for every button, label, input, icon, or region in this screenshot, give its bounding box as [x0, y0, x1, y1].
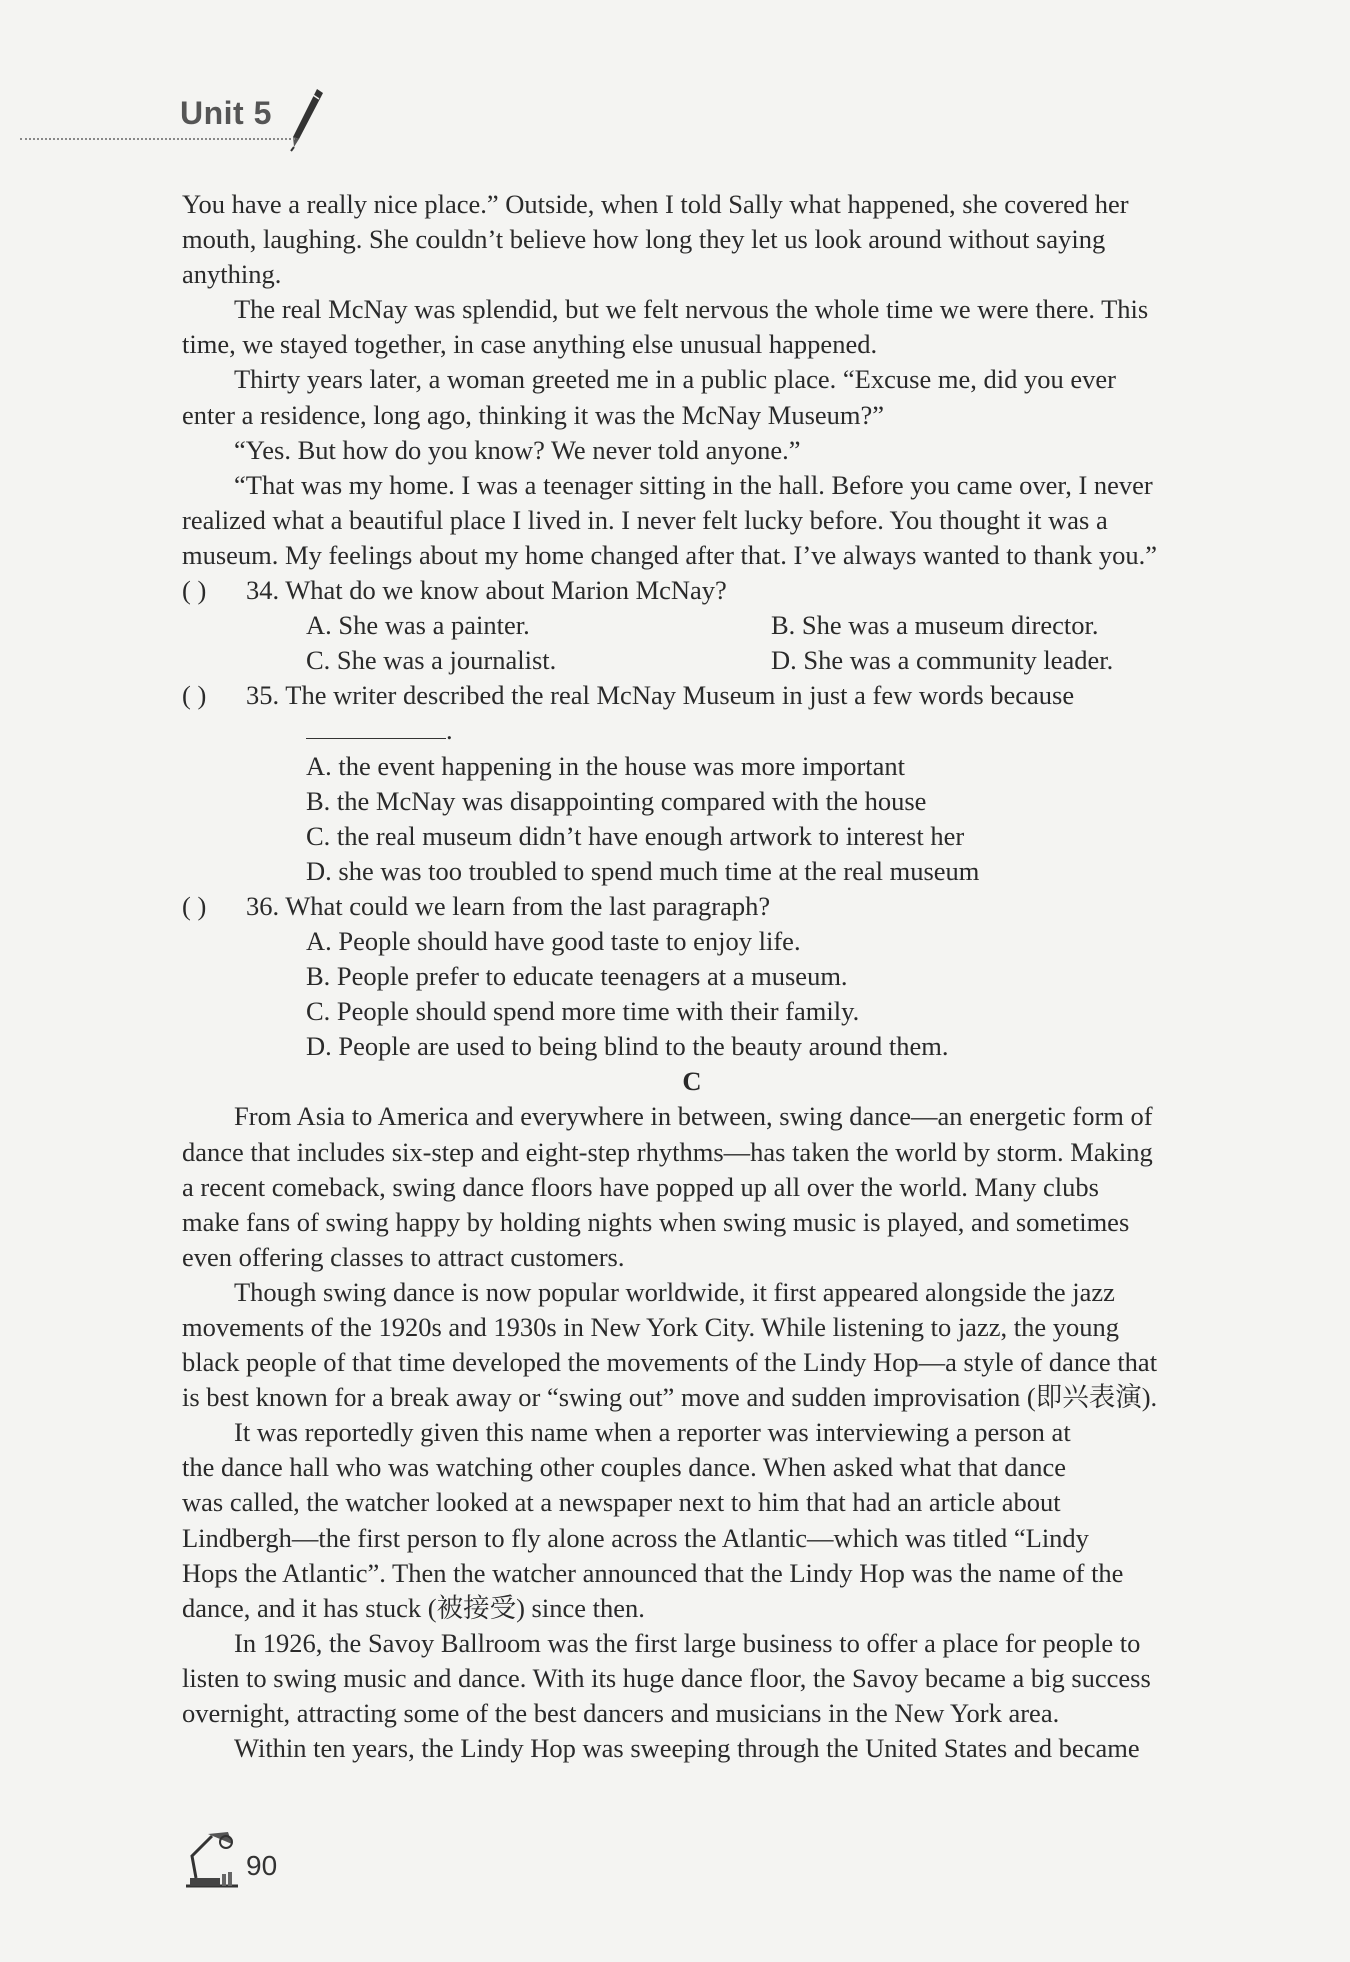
question-34	[182, 573, 1222, 608]
text-line: time, we stayed together, in case anything else unusual happened.	[182, 329, 878, 360]
text-line: The real McNay was splendid, but we felt nervous the whole time we were there. This	[234, 294, 1149, 325]
option-c: C. People should spend more time with their family.	[306, 996, 860, 1027]
text-line: black people of that time developed the movements of the Lindy Hop—a style of dance that	[182, 1347, 1158, 1378]
fill-blank	[182, 713, 1222, 748]
answer-paren[interactable]: ( )	[182, 680, 207, 711]
question-35	[182, 678, 1222, 713]
option-b: B. People prefer to educate teenagers at a museum.	[306, 961, 848, 992]
text-line: In 1926, the Savoy Ballroom was the first large business to offer a place for people to	[234, 1627, 1141, 1658]
text-line: realized what a beautiful place I lived in. I never felt lucky before. You thought it was a	[182, 504, 1108, 535]
question-stem: 34. What do we know about Marion McNay?	[246, 575, 727, 606]
text-line: mouth, laughing. She couldn’t believe how long they let us look around without saying	[182, 224, 1106, 255]
body-text	[182, 187, 1222, 1766]
text-line: You have a really nice place.” Outside, when I told Sally what happened, she covered her	[182, 189, 1129, 219]
text-line: anything.	[182, 259, 282, 290]
question-36	[182, 889, 1222, 924]
question-stem: 35. The writer described the real McNay Museum in just a few words because	[246, 680, 1075, 711]
blank-period: .	[446, 715, 453, 746]
text-line: Hops the Atlantic”. Then the watcher announced that the Lindy Hop was the name of the	[182, 1557, 1124, 1588]
text-line: is best known for a break away or “swing out” move and sudden improvisation (即兴表演).	[182, 1382, 1158, 1413]
options-row	[182, 643, 1222, 678]
answer-paren[interactable]: ( )	[182, 890, 207, 921]
option-d: D. she was too troubled to spend much time at the real museum	[306, 855, 980, 886]
unit-title: Unit 5	[180, 95, 272, 131]
text-line: even offering classes to attract customers.	[182, 1241, 625, 1272]
section-heading: C	[682, 1066, 702, 1097]
answer-paren[interactable]: ( )	[182, 575, 207, 606]
text-line: Within ten years, the Lindy Hop was sweeping through the United States and became	[234, 1733, 1140, 1764]
text-line: Thirty years later, a woman greeted me in a public place. “Excuse me, did you ever	[234, 364, 1116, 395]
text-line: museum. My feelings about my home changed after that. I’ve always wanted to thank you.”	[182, 539, 1158, 570]
text-line: dance that includes six-step and eight-step rhythms—has taken the world by storm. Making	[182, 1136, 1153, 1167]
text-line: Lindbergh—the first person to fly alone across the Atlantic—which was titled “Lindy	[182, 1522, 1089, 1553]
desk-lamp-icon	[182, 1830, 242, 1893]
text-line: a recent comeback, swing dance floors have popped up all over the world. Many clubs	[182, 1171, 1099, 1202]
option-a: A. the event happening in the house was more important	[306, 750, 906, 781]
text-line: “Yes. But how do you know? We never told anyone.”	[234, 434, 801, 465]
text-line: From Asia to America and everywhere in between, swing dance—an energetic form of	[234, 1101, 1153, 1132]
text-line: overnight, attracting some of the best dancers and musicians in the New York area.	[182, 1698, 1060, 1729]
text-line: listen to swing music and dance. With its huge dance floor, the Savoy became a big success	[182, 1662, 1151, 1693]
text-line: Though swing dance is now popular worldwide, it first appeared alongside the jazz	[234, 1276, 1115, 1307]
option-d: D. She was a community leader.	[771, 645, 1114, 676]
question-stem: 36. What could we learn from the last paragraph?	[246, 890, 771, 921]
option-c: C. She was a journalist.	[306, 645, 557, 676]
options-row	[182, 608, 1222, 643]
option-a: A. People should have good taste to enjoy life.	[306, 925, 801, 956]
option-c: C. the real museum didn’t have enough artwork to interest her	[306, 820, 965, 851]
text-line: “That was my home. I was a teenager sitting in the hall. Before you came over, I never	[234, 469, 1153, 500]
text-line: make fans of swing happy by holding nights when swing music is played, and sometimes	[182, 1206, 1130, 1237]
pen-icon	[285, 87, 325, 158]
blank-underline[interactable]	[306, 720, 446, 739]
text-line: movements of the 1920s and 1930s in New York City. While listening to jazz, the young	[182, 1312, 1119, 1342]
header-rule	[20, 138, 295, 140]
page-number: 90	[246, 1850, 278, 1881]
option-a: A. She was a painter.	[306, 610, 530, 641]
option-b: B. the McNay was disappointing compared with the house	[306, 785, 927, 816]
text-line: It was reportedly given this name when a reporter was interviewing a person at	[234, 1417, 1071, 1448]
text-line: enter a residence, long ago, thinking it was the McNay Museum?”	[182, 399, 885, 430]
text-line: the dance hall who was watching other couples dance. When asked what that dance	[182, 1452, 1066, 1483]
text-line: dance, and it has stuck (被接受) since then.	[182, 1592, 645, 1623]
option-d: D. People are used to being blind to the beauty around them.	[306, 1031, 949, 1062]
text-line: was called, the watcher looked at a newspaper next to him that had an article about	[182, 1487, 1061, 1518]
option-b: B. She was a museum director.	[771, 610, 1099, 641]
